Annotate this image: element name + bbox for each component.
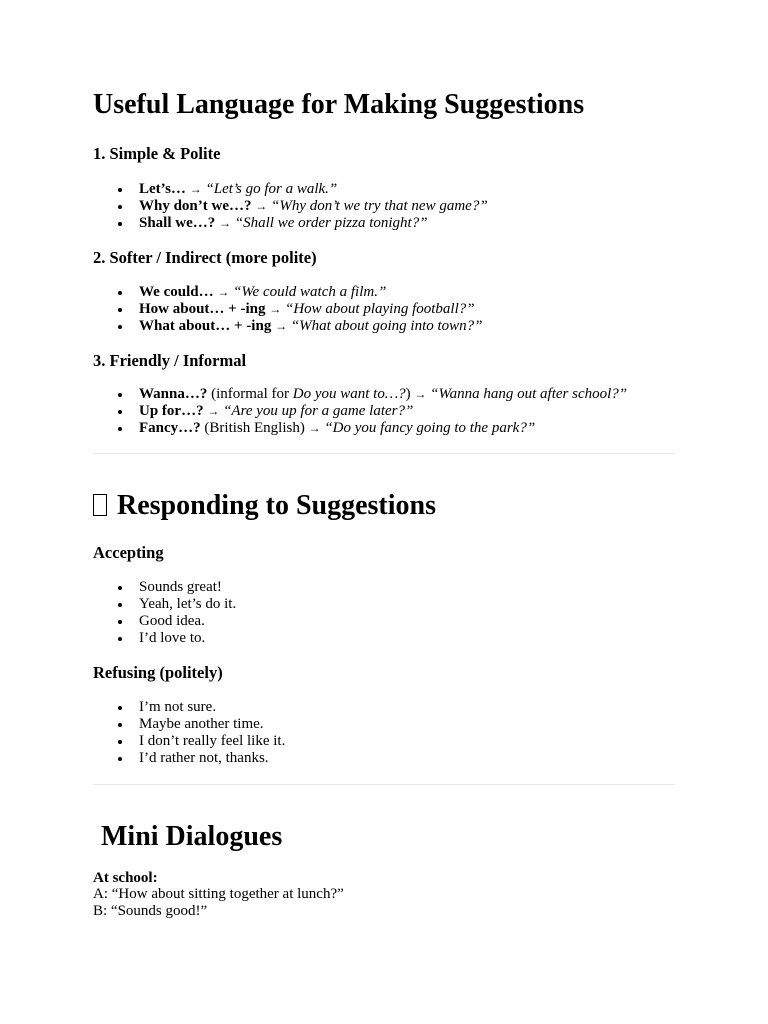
refusing-heading: Refusing (politely) (93, 663, 223, 683)
list-item: Good idea. (139, 613, 675, 630)
dialogues-heading: Mini Dialogues (101, 821, 283, 853)
list-item: I’d love to. (139, 630, 675, 647)
list-item: How about… + -ing → “How about playing football?” (139, 301, 675, 318)
list-item: I’m not sure. (139, 699, 675, 716)
list-item: Shall we…? → “Shall we order pizza tonight?” (139, 215, 675, 232)
list-item: Up for…? → “Are you up for a game later?” (139, 403, 675, 420)
list-softer-indirect (93, 284, 675, 335)
list-refusing (93, 699, 675, 767)
section-heading-softer-indirect: 2. Softer / Indirect (more polite) (93, 248, 317, 268)
dialogue-line: A: “How about sitting together at lunch?” (93, 886, 344, 903)
dialogue-line: B: “Sounds good!” (93, 902, 208, 919)
page-title: Useful Language for Making Suggestions (93, 89, 585, 120)
list-item: Why don’t we…? → “Why don’t we try that new game?” (139, 198, 675, 215)
list-item: I’d rather not, thanks. (139, 750, 675, 767)
section-divider (93, 453, 675, 454)
list-accepting (93, 579, 675, 647)
list-item: Wanna…? (informal for Do you want to…?) → “Wanna hang out after school?” (139, 386, 675, 403)
dialogue-block (93, 870, 675, 920)
section-heading-simple-polite: 1. Simple & Polite (93, 143, 221, 163)
list-item: I don’t really feel like it. (139, 733, 675, 750)
list-simple-polite (93, 181, 675, 232)
dialogue-scene: At school: (93, 869, 158, 886)
list-item: Sounds great! (139, 579, 675, 596)
section-heading-friendly-informal: 3. Friendly / Informal (93, 351, 247, 371)
list-item: Let’s… → “Let’s go for a walk.” (139, 181, 675, 198)
list-item: Yeah, let’s do it. (139, 596, 675, 613)
list-item: We could… → “We could watch a film.” (139, 284, 675, 301)
missing-glyph-icon (93, 494, 107, 516)
list-friendly-informal (93, 386, 675, 437)
section-divider (93, 784, 675, 785)
list-item: Maybe another time. (139, 716, 675, 733)
list-item: What about… + -ing → “What about going into town?” (139, 318, 675, 335)
accepting-heading: Accepting (93, 542, 164, 562)
list-item: Fancy…? (British English) → “Do you fancy going to the park?” (139, 420, 675, 437)
responding-heading: Responding to Suggestions (93, 489, 675, 523)
